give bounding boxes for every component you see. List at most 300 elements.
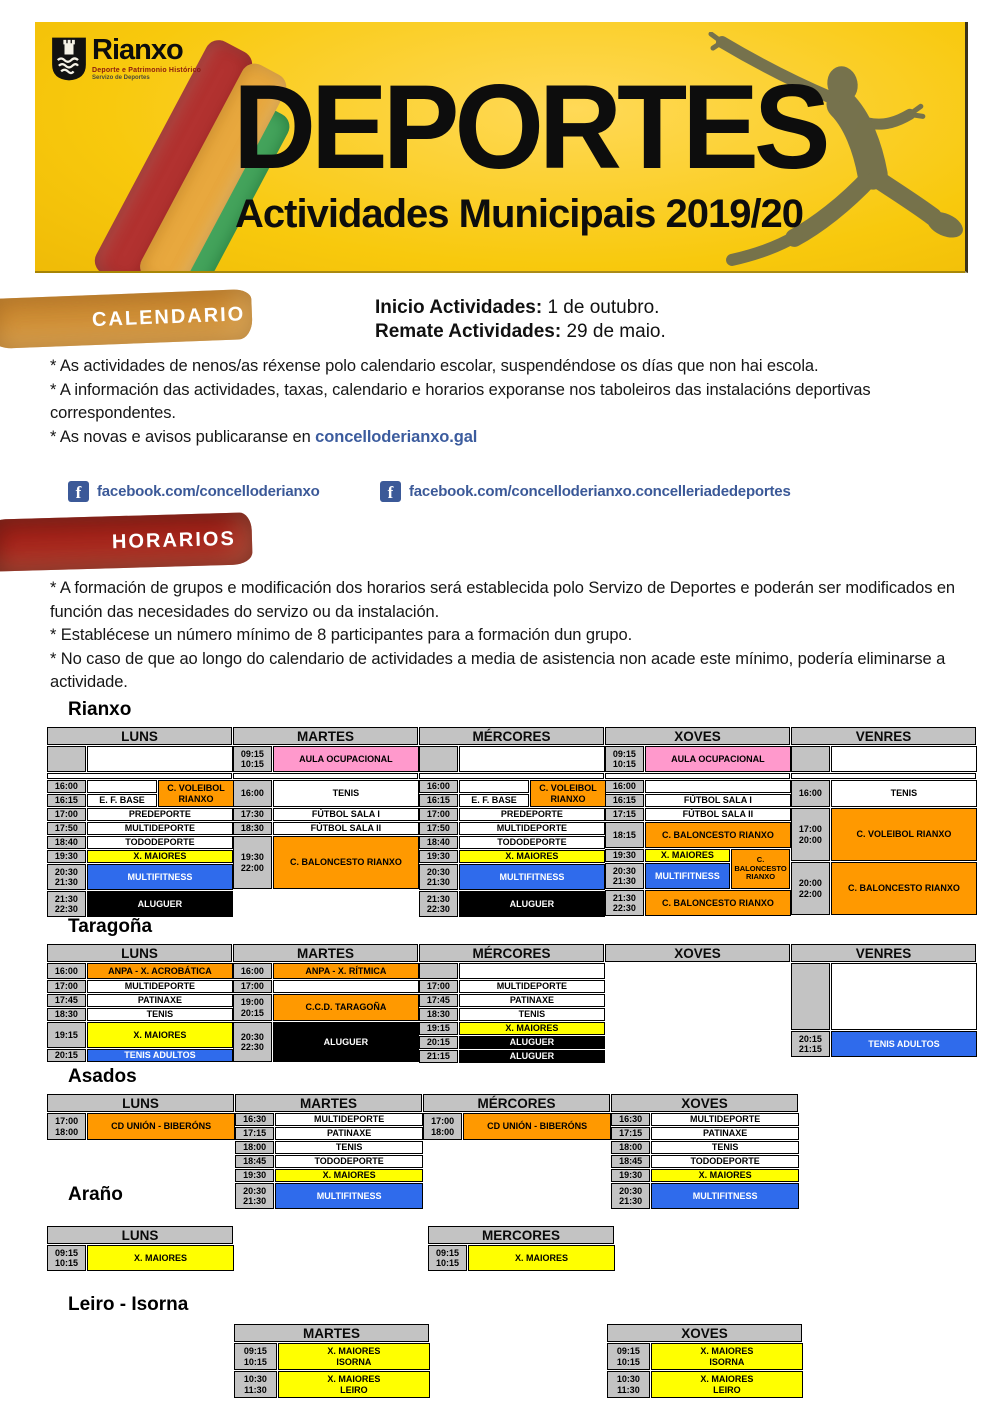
time-cell: 17:15 <box>611 1127 650 1140</box>
activity-cell: X. MAIORES <box>645 849 730 862</box>
schedule-row <box>233 780 418 807</box>
time-cell: 18:15 <box>605 822 644 848</box>
time-cell: 10:30 11:30 <box>234 1371 277 1398</box>
schedule-heading: Leiro - Isorna <box>68 1294 189 1315</box>
activity-cell <box>831 746 977 772</box>
banner-subtitle: Actividades Municipais 2019/20 <box>235 192 804 236</box>
time-cell: 18:30 <box>419 1008 458 1021</box>
schedule-row <box>47 746 232 772</box>
cell-stack <box>645 780 791 807</box>
activity-cell: TENIS ADULTOS <box>831 1031 977 1057</box>
schedule-row <box>419 746 604 772</box>
time-cell: 21:30 22:30 <box>605 890 644 916</box>
time-cell: 20:30 21:30 <box>235 1183 274 1209</box>
time-cell: 10:30 11:30 <box>607 1371 650 1398</box>
day-column-mércores <box>423 1094 610 1141</box>
activity-cell: MULTIDEPORTE <box>459 980 605 993</box>
schedule-row <box>419 822 604 835</box>
time-cell: 20:30 22:30 <box>233 1022 272 1062</box>
time-cell: 19:30 <box>47 850 86 863</box>
remate-label: Remate Actividades: <box>375 321 562 342</box>
schedule-row <box>605 849 790 889</box>
schedule-row <box>233 994 418 1021</box>
schedule-row <box>605 963 790 1057</box>
time-cell: 19:30 22:00 <box>233 836 272 889</box>
time-cell: 19:15 <box>47 1022 86 1048</box>
schedule-row <box>611 1183 798 1209</box>
schedule-row <box>791 780 976 807</box>
spacer-row <box>419 773 604 779</box>
logo-texts <box>92 36 201 82</box>
inicio-value: 1 de outubro. <box>542 297 660 318</box>
schedule-row <box>47 822 232 835</box>
day-header: XOVES <box>611 1094 798 1112</box>
time-cell: 17:45 <box>419 994 458 1007</box>
activity-cell: TENIS <box>275 1141 423 1154</box>
facebook-link-1[interactable] <box>68 481 320 502</box>
activity-cell: C. BALONCESTO RIANXO <box>273 836 419 889</box>
day-column-martes <box>233 727 418 890</box>
activity-cell <box>605 963 790 1057</box>
schedule-row <box>47 850 232 863</box>
activity-cell: MULTIFITNESS <box>87 864 233 890</box>
schedule-row <box>611 1155 798 1168</box>
schedule-row <box>419 808 604 821</box>
time-cell: 19:30 <box>605 849 644 862</box>
activity-cell: X. MAIORES <box>459 850 605 863</box>
activity-cell: TENIS ADULTOS <box>87 1049 233 1062</box>
cell-stack <box>47 780 86 807</box>
activity-cell: CD UNIÓN - BIBERÓNS <box>463 1113 611 1140</box>
time-cell: 17:15 <box>605 808 644 821</box>
schedule-row <box>47 891 232 917</box>
activity-cell: X. MAIORES ISORNA <box>651 1343 803 1370</box>
note-link-prefix: * As novas e avisos publicaranse en <box>50 427 316 446</box>
time-cell: 16:15 <box>605 794 644 807</box>
schedule-row <box>235 1113 422 1126</box>
schedule-row <box>791 862 976 915</box>
time-cell: 16:00 <box>47 963 86 979</box>
schedule-row <box>47 980 232 993</box>
banner <box>35 22 968 273</box>
day-header: MARTES <box>233 727 418 745</box>
activity-cell: E. F. BASE <box>87 794 157 807</box>
time-cell <box>47 746 86 772</box>
time-cell: 16:00 <box>233 963 272 979</box>
schedule-row <box>47 994 232 1007</box>
schedule-row <box>419 963 604 979</box>
schedule-row <box>419 1022 604 1035</box>
time-cell: 20:15 <box>419 1036 458 1049</box>
time-cell: 17:30 <box>233 808 272 821</box>
schedule-row <box>47 836 232 849</box>
activity-cell: PATINAXE <box>651 1127 799 1140</box>
activity-cell: FÚTBOL SALA I <box>273 808 419 821</box>
time-cell: 19:30 <box>235 1169 274 1182</box>
rianxo-shield-icon <box>51 36 87 82</box>
time-cell: 20:30 21:30 <box>419 864 458 890</box>
day-header: LUNS <box>47 944 232 962</box>
time-cell: 09:15 10:15 <box>233 746 272 772</box>
activity-cell: AULA OCUPACIONAL <box>273 746 419 772</box>
schedule-row <box>233 963 418 979</box>
activity-cell: X. MAIORES <box>459 1022 605 1035</box>
schedule-taragona <box>47 916 976 1064</box>
horarios-badge-label: HORARIOS <box>111 527 237 553</box>
schedule-row <box>419 1008 604 1021</box>
note-line: * A formación de grupos e modificación dos horarios será establecida polo Servizo de Deportes e poderán ser modificados en función das necesidades do servizo ou da instalación. <box>50 579 955 621</box>
schedule-row <box>605 780 790 807</box>
schedule-row <box>233 1022 418 1062</box>
activity-cell: X. MAIORES LEIRO <box>651 1371 803 1398</box>
activity-cell: TENIS <box>459 1008 605 1021</box>
schedule-row <box>419 1050 604 1063</box>
activity-cell <box>87 780 157 793</box>
time-cell: 18:00 <box>235 1141 274 1154</box>
time-cell: 17:45 <box>47 994 86 1007</box>
time-cell: 17:50 <box>47 822 86 835</box>
activity-cell: PATINAXE <box>87 994 233 1007</box>
time-cell: 19:00 20:15 <box>233 994 272 1021</box>
logo-subtitle-1: Deporte e Patrimonio Histórico <box>92 67 202 74</box>
activity-cell: X. MAIORES <box>651 1169 799 1182</box>
time-cell: 09:15 10:15 <box>607 1343 650 1370</box>
day-header: VENRES <box>791 727 976 745</box>
activity-cell: X. MAIORES <box>87 850 233 863</box>
schedule-row <box>47 808 232 821</box>
day-header: MÉRCORES <box>423 1094 610 1112</box>
time-cell: 18:45 <box>235 1155 274 1168</box>
day-column-xoves <box>605 727 790 917</box>
schedule-row <box>605 808 790 821</box>
time-cell: 09:15 10:15 <box>428 1245 467 1271</box>
schedule-row <box>611 1127 798 1140</box>
remate-line <box>375 320 666 344</box>
activity-cell: X. MAIORES <box>87 1022 233 1048</box>
activity-cell: X. MAIORES <box>275 1169 423 1182</box>
schedule-row <box>419 864 604 890</box>
activity-cell: C. BALONCESTO RIANXO <box>731 849 790 889</box>
schedule-row <box>611 1141 798 1154</box>
time-cell: 20:30 21:30 <box>47 864 86 890</box>
activity-cell: C. BALONCESTO RIANXO <box>831 862 977 915</box>
horarios-notes <box>50 577 958 695</box>
activity-cell: CD UNIÓN - BIBERÓNS <box>87 1113 235 1140</box>
activity-cell: AULA OCUPACIONAL <box>645 746 791 772</box>
spacer-row <box>233 773 418 779</box>
time-cell: 19:30 <box>611 1169 650 1182</box>
time-cell: 17:00 18:00 <box>47 1113 86 1140</box>
activity-cell: PREDEPORTE <box>87 808 233 821</box>
schedule-rianxo <box>47 699 976 918</box>
activity-cell <box>459 780 529 793</box>
day-header: MARTES <box>234 1324 429 1342</box>
time-cell: 16:00 <box>47 780 86 793</box>
time-cell: 19:30 <box>419 850 458 863</box>
time-cell: 16:00 <box>791 780 830 807</box>
schedule-row <box>419 850 604 863</box>
cell-stack <box>605 849 644 889</box>
day-column-mércores <box>419 944 604 1064</box>
time-cell: 21:15 <box>419 1050 458 1063</box>
time-cell <box>419 963 458 979</box>
activity-cell <box>645 780 791 793</box>
activity-cell: FÚTBOL SALA I <box>645 794 791 807</box>
time-cell: 18:00 <box>611 1141 650 1154</box>
note-line: * A información das actividades, taxas, calendario e horarios exporanse nos taboleiros das instalacións deportivas correspondentes. <box>50 380 871 422</box>
calendario-badge <box>0 289 253 349</box>
time-cell: 19:15 <box>419 1022 458 1035</box>
spacer-row <box>47 773 232 779</box>
day-column-venres <box>791 727 976 916</box>
calendario-notes <box>50 355 958 449</box>
schedule-row <box>233 808 418 821</box>
time-cell: 18:30 <box>233 822 272 835</box>
day-header: XOVES <box>605 944 790 962</box>
activity-cell: ANPA - X. RÍTMICA <box>273 963 419 979</box>
cell-stack <box>459 780 529 807</box>
spacer-row <box>791 773 976 779</box>
activity-cell: TODODEPORTE <box>275 1155 423 1168</box>
activity-cell: FÚTBOL SALA II <box>273 822 419 835</box>
activity-cell: C. BALONCESTO RIANXO <box>645 822 791 848</box>
activity-cell: ALUGUER <box>459 1050 605 1063</box>
cell-stack <box>645 849 730 889</box>
activity-cell: X. MAIORES <box>87 1245 234 1271</box>
inicio-label: Inicio Actividades: <box>375 297 543 318</box>
schedule-row <box>233 822 418 835</box>
schedule-row <box>47 1245 233 1271</box>
activity-cell: ALUGUER <box>87 891 233 917</box>
time-cell: 18:30 <box>47 1008 86 1021</box>
schedule-row <box>234 1371 429 1398</box>
schedule-leiro <box>47 1294 802 1399</box>
day-column-martes <box>234 1324 429 1399</box>
schedule-row <box>47 963 232 979</box>
schedule-row <box>234 1343 429 1370</box>
time-cell: 16:30 <box>611 1113 650 1126</box>
day-column-xoves <box>607 1324 802 1399</box>
activity-cell: C. BALONCESTO RIANXO <box>645 890 791 916</box>
schedule-row <box>235 1127 422 1140</box>
activity-cell: ALUGUER <box>273 1022 419 1062</box>
schedule-row <box>235 1155 422 1168</box>
time-cell: 17:15 <box>235 1127 274 1140</box>
day-header: LUNS <box>47 1226 233 1244</box>
schedule-row <box>605 746 790 772</box>
time-cell: 18:45 <box>611 1155 650 1168</box>
time-cell: 18:40 <box>47 836 86 849</box>
time-cell <box>791 963 830 1030</box>
schedule-row <box>47 864 232 890</box>
day-header: MÉRCORES <box>419 944 604 962</box>
activity-cell: TENIS <box>831 780 977 807</box>
schedule-row <box>233 980 418 993</box>
day-header: LUNS <box>47 1094 234 1112</box>
schedule-heading: Rianxo <box>68 699 132 720</box>
day-header: XOVES <box>607 1324 802 1342</box>
day-header: LUNS <box>47 727 232 745</box>
activity-cell: C. VOLEIBOL RIANXO <box>831 808 977 861</box>
activity-cell: PATINAXE <box>275 1127 423 1140</box>
rianxo-logo <box>51 36 201 82</box>
schedule-row <box>47 1022 232 1048</box>
time-cell: 16:00 <box>605 780 644 793</box>
activity-cell: TENIS <box>273 780 419 807</box>
schedule-row <box>419 980 604 993</box>
activity-cell: TODODEPORTE <box>87 836 233 849</box>
time-cell: 17:50 <box>419 822 458 835</box>
schedule-row <box>47 780 232 807</box>
time-cell <box>419 746 458 772</box>
time-cell: 20:00 22:00 <box>791 862 830 915</box>
day-column-luns <box>47 1226 233 1272</box>
schedule-row <box>605 890 790 916</box>
horarios-badge <box>0 512 253 571</box>
note-line: * No caso de que ao longo do calendario de actividades a media de asistencia non acade este mínimo, podería eliminarse a actividade. <box>50 649 946 691</box>
schedule-row <box>611 1169 798 1182</box>
day-column-mércores <box>419 727 604 918</box>
time-cell: 20:30 21:30 <box>605 863 644 889</box>
logo-subtitle-2: Servizo de Deportes <box>92 75 150 81</box>
day-column-luns <box>47 944 232 1063</box>
activity-cell <box>831 963 977 1030</box>
day-column-luns <box>47 727 232 918</box>
activity-cell <box>459 963 605 979</box>
note-line-with-link <box>50 426 958 450</box>
activity-cell: MULTIFITNESS <box>645 863 730 889</box>
activity-cell: E. F. BASE <box>459 794 529 807</box>
time-cell: 16:00 <box>233 780 272 807</box>
day-header: MARTES <box>235 1094 422 1112</box>
activity-cell: MULTIFITNESS <box>651 1183 799 1209</box>
facebook-link-2[interactable] <box>380 481 791 502</box>
activity-cell <box>273 980 419 993</box>
time-cell: 18:40 <box>419 836 458 849</box>
cell-stack <box>419 780 458 807</box>
day-column-martes <box>233 944 418 1063</box>
activity-cell <box>87 746 233 772</box>
day-column-xoves <box>611 1094 798 1210</box>
activity-cell: MULTIDEPORTE <box>87 822 233 835</box>
schedule-heading: Taragoña <box>68 916 153 937</box>
note-line: * As actividades de nenos/as réxense polo calendario escolar, suspendéndose os días que non hai escola. <box>50 357 819 375</box>
schedule-days <box>47 1324 802 1399</box>
schedule-row <box>419 836 604 849</box>
schedule-row <box>235 1141 422 1154</box>
schedule-row <box>233 836 418 889</box>
time-cell: 16:15 <box>47 794 86 807</box>
day-column-luns <box>47 1094 234 1141</box>
activity-cell: PREDEPORTE <box>459 808 605 821</box>
schedule-row <box>791 746 976 772</box>
activity-cell: MULTIDEPORTE <box>87 980 233 993</box>
activity-cell <box>459 746 605 772</box>
day-column-mercores <box>428 1226 614 1272</box>
time-cell: 20:15 21:15 <box>791 1031 830 1057</box>
time-cell: 17:00 18:00 <box>423 1113 462 1140</box>
day-header: MARTES <box>233 944 418 962</box>
schedule-row <box>428 1245 614 1271</box>
activity-cell: MULTIFITNESS <box>275 1183 423 1209</box>
schedule-row <box>235 1169 422 1182</box>
banner-title: DEPORTES <box>233 60 826 194</box>
time-cell: 09:15 10:15 <box>234 1343 277 1370</box>
time-cell: 17:00 <box>419 980 458 993</box>
schedule-row <box>233 746 418 772</box>
activity-cell: ALUGUER <box>459 1036 605 1049</box>
schedule-row <box>47 1113 234 1140</box>
schedule-row <box>47 1049 232 1062</box>
concelloderianxo-link[interactable]: concelloderianxo.gal <box>315 427 478 446</box>
schedule-row <box>607 1343 802 1370</box>
schedule-row <box>791 1031 976 1057</box>
time-cell: 20:15 <box>47 1049 86 1062</box>
time-cell <box>791 746 830 772</box>
activity-cell: X. MAIORES LEIRO <box>278 1371 430 1398</box>
note-line: * Establécese un número mínimo de 8 participantes para a formación dun grupo. <box>50 626 633 644</box>
activity-cell: C. VOLEIBOL RIANXO <box>530 780 606 807</box>
schedule-row <box>605 822 790 848</box>
schedule-heading: Araño <box>68 1184 123 1205</box>
schedule-row <box>419 994 604 1007</box>
facebook-icon: f <box>380 481 401 502</box>
inicio-line <box>375 296 666 320</box>
facebook-icon: f <box>68 481 89 502</box>
calendario-badge-label: CALENDARIO <box>91 302 246 331</box>
time-cell: 21:30 22:30 <box>419 891 458 917</box>
schedule-row <box>419 891 604 917</box>
time-cell: 09:15 10:15 <box>47 1245 86 1271</box>
activity-cell: TENIS <box>87 1008 233 1021</box>
activity-cell: PATINAXE <box>459 994 605 1007</box>
day-header: VENRES <box>791 944 976 962</box>
activity-cell: C.C.D. TARAGOÑA <box>273 994 419 1021</box>
schedule-row <box>607 1371 802 1398</box>
time-cell: 21:30 22:30 <box>47 891 86 917</box>
day-column-venres <box>791 944 976 1058</box>
schedule-arano <box>47 1184 614 1272</box>
activity-cell: TODODEPORTE <box>651 1155 799 1168</box>
activity-cell: FÚTBOL SALA II <box>645 808 791 821</box>
activity-cell: MULTIDEPORTE <box>651 1113 799 1126</box>
activity-cell: MULTIFITNESS <box>459 864 605 890</box>
activity-cell: MULTIDEPORTE <box>459 822 605 835</box>
logo-title: Rianxo <box>92 34 183 66</box>
cell-stack <box>87 780 157 807</box>
day-column-xoves <box>605 944 790 1058</box>
time-cell: 09:15 10:15 <box>605 746 644 772</box>
time-cell: 17:00 <box>47 980 86 993</box>
schedule-row <box>791 963 976 1030</box>
activity-cell: ANPA - X. ACROBÁTICA <box>87 963 233 979</box>
schedule-days <box>47 1226 614 1272</box>
activity-cell: ALUGUER <box>459 891 605 917</box>
time-cell: 20:30 21:30 <box>611 1183 650 1209</box>
schedule-row <box>791 808 976 861</box>
schedule-days <box>47 727 976 918</box>
time-cell: 17:00 20:00 <box>791 808 830 861</box>
day-header: MÉRCORES <box>419 727 604 745</box>
facebook-link-2-text: facebook.com/concelloderianxo.concelleriadedeportes <box>409 483 791 500</box>
schedule-days <box>47 944 976 1064</box>
facebook-link-1-text: facebook.com/concelloderianxo <box>97 483 320 500</box>
activity-cell: MULTIDEPORTE <box>275 1113 423 1126</box>
schedule-row <box>611 1113 798 1126</box>
time-cell: 17:00 <box>233 980 272 993</box>
schedule-row <box>419 780 604 807</box>
activity-cell: X. MAIORES ISORNA <box>278 1343 430 1370</box>
